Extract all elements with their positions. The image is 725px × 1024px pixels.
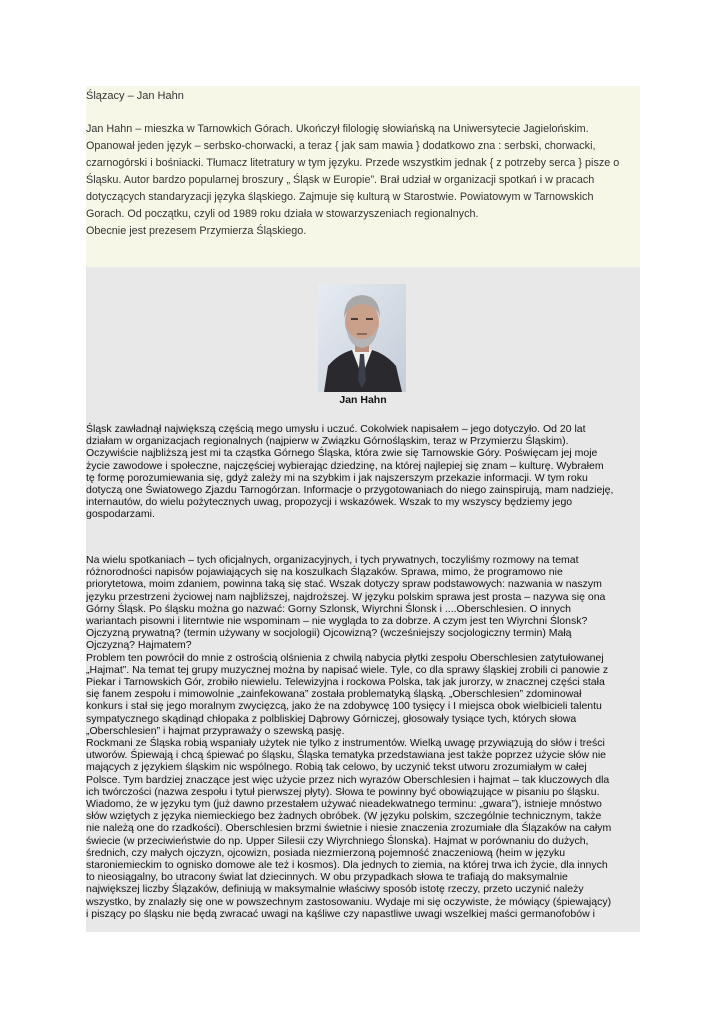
paragraph-2 (86, 554, 638, 920)
text-line: działam w organizacjach regionalnych (najpierw w Związku Górnośląskim, teraz w Przymierzu Śląskim). (86, 435, 569, 448)
text-line: wszystko, by znalazły się one w powszechnym zastosowaniu. Wydaje mi się oczywiste, że mówiący (śpiewający) (86, 895, 612, 908)
text-line: utworów. Śpiewają i chcą śpiewać po śląsku, Śląska tematyka przedstawiana jest także poprzez użycie słów nie (86, 749, 607, 762)
text-line: internautów, do wielu pożytecznych uwag, propozycji i wskazówek. Wszak to my wszyscy będziemy jego (86, 496, 573, 509)
text-line: największej liczby Ślązaków, definiują w maksymalnie właściwy sposób istotę rzeczy, przeto uczynić należy (86, 883, 584, 896)
intro-line: Śląsku. Autor bardzo popularnej broszury „ Śląsk w Europie”. Brał udział w organizacji spotkań i w pracach (86, 174, 595, 186)
intro-paragraph (86, 121, 634, 240)
photo-caption: Jan Hahn (339, 394, 387, 406)
text-line: Ojczyzną? Hajmatem? (86, 639, 192, 652)
intro-line: dotyczących standaryzacji języka śląskiego. Zajmuje się kulturą w Starostwie. Powiatowym w Tarnowskich (86, 191, 594, 203)
text-line: Piekar i Tarnowskich Gór, zrobiło niewielu. Telewizyjna i rockowa Polska, tak jak jurorzy, w znacznej części stała (86, 676, 605, 689)
text-line: Ojczyzną prywatną? (termin używany w socjologii) Ojcowizną? (wcześniejszy socjologiczny termin) Małą (86, 627, 572, 640)
text-line: wariantach pisowni i literntwie nie wspominam – nie wygląda to za dobrze. A czym jest ten Wiyrchni Ślonsk? (86, 615, 588, 628)
text-line: różnorodności napisów pojawiających się na koszulkach Ślązaków. Sprawa, mimo, że programowo nie (86, 566, 563, 579)
text-line: nie należą one do rzadkości). Oberschlesien brzmi świetnie i niesie znaczenia zrozumiałe dla Ślązaków na całym (86, 822, 612, 835)
text-line: priorytetowa, moim zdaniem, powinna taką się stać. Wszak dotyczy spraw podstawowych: nazwania w naszym (86, 578, 602, 591)
text-line: życie zawodowe i społeczne, najczęściej wybierając dziedzinę, na której najlepiej się znam – kulturę. Wybrałem (86, 459, 604, 472)
text-line: konkurs i stał się jego moralnym zwycięzcą, jako że na zdobywcę 100 tysięcy i I miejsca obok wielbicieli talentu (86, 700, 602, 713)
text-line: średnich, czy małych ojczyzn, ojcowizn, posiada niezmierzoną pojemność znaczeniową (heim w języku (86, 846, 566, 859)
intro-line: Jan Hahn – mieszka w Tarnowkich Górach. Ukończył filologię słowiańską na Uniwersytecie Jagielońskim. (86, 123, 589, 135)
text-line: świecie (w przeciwieństwie do np. Upper Silesii czy Wiyrchniego Ślonska). Hajmat w porównaniu do dużych, (86, 834, 589, 847)
intro-line: Opanował jeden język – serbsko-chorwacki, a teraz { jak sam mawia } dodatkowo zna : serbski, chorwacki, (86, 140, 596, 152)
paragraph-1 (86, 423, 638, 521)
text-line: mających z językiem śląskim nic wspólnego. Robią tak celowo, by uczynić tekst utworu zrozumiałym w całej (86, 761, 587, 774)
document-title: Ślązacy – Jan Hahn (86, 90, 184, 102)
text-line: staroniemieckim to ognisko domowe ale też i kosmos). Dla jednych to ziemia, na której trwa ich życie, dla innych (86, 859, 608, 872)
text-line: ich twórczości (nazwa zespołu i tytuł pierwszej płyty). Słowa te powinny być obowiązujące w pisaniu po śląsku. (86, 785, 600, 798)
text-line: Oczywiście najbliższą jest mi ta cząstka Górnego Śląska, która zwie się Tarnowskie Góry. Poświęcam jej moje (86, 447, 598, 460)
text-line: języku przestrzeni życiowej nam najbliższej, najdroższej. W języku polskim sprawa jest prosta – nazywa się ona (86, 590, 606, 603)
text-line: „Oberschlesien” i hajmat przypraważy o szewską pasję. (86, 724, 345, 737)
text-line: Górny Śląsk. Po śląsku można go nazwać: Gorny Szlonsk, Wiyrchni Ślonsk i ....Oberschlesien. O innych (86, 602, 571, 615)
text-line: Wiadomo, że w języku tym (już dawno przestałem używać nieadekwatnego terminu: „gwara”), istnieje mnóstwo (86, 798, 602, 811)
text-line: sympatycznego skądinąd chłopaka z polbliskiej Dąbrowy Górniczej, głosowały tysiące tych, których słowa (86, 712, 577, 725)
text-line: Śląsk zawładnął największą częścią mego umysłu i uczuć. Cokolwiek napisałem – jego dotyczyło. Od 20 lat (86, 423, 586, 435)
intro-line: czarnogórski i bośniacki. Tłumacz litetratury w tym języku. Przede wszystkim jednak { z potrzeby serca } pisze o (86, 157, 620, 169)
text-line: i piszący po śląsku nie będą zwracać uwagi na kąśliwe czy napastliwe uwagi wszelkiej maści germanofobów i (86, 907, 595, 920)
intro-line: Obecnie jest prezesem Przymierza Śląskiego. (86, 225, 307, 237)
text-line: tę formę porozumiewania się, gdyż zależy mi na szybkim i jak najszerszym przekazie informacji. W tym roku (86, 471, 588, 484)
text-line: Problem ten powrócił do mnie z ostrością olśnienia z chwilą nabycia płytki zespołu Oberschlesien zatytułowanej (86, 651, 604, 664)
text-line: Na wielu spotkaniach – tych oficjalnych, organizacyjnych, i tych prywatnych, toczyliśmy rozmowy na temat (86, 554, 579, 566)
text-line: słów wziętych z języka niemieckiego bez żadnych obróbek. (W języku polskim, szczególnie technicznym, także (86, 810, 602, 823)
intro-line: Gorach. Od początku, czyli od 1989 roku działa w stowarzyszeniach regionalnych. (86, 208, 479, 220)
text-line: dotyczą one Światowego Zjazdu Tarnogórzan. Informacje o przygotowaniach do niego zainspirują, mam nadzieję, (86, 484, 614, 497)
portrait-photo-icon (318, 284, 406, 392)
text-line: Rockmani ze Śląska robią wspaniały użytek nie tylko z instrumentów. Wielką uwagę przywiązują do słów i treści (86, 737, 605, 750)
text-line: się fanem zespołu i mimowolnie „zainfekowana” została problematyką śląską. „Oberschlesien” zdominował (86, 688, 582, 701)
text-line: Polsce. Tym bardziej znaczące jest więc użycie przez nich wyrazów Oberschlesien i hajmat – tak kluczowych dla (86, 773, 610, 786)
text-line: „Hajmat”. Na temat tej grupy muzycznej można by napisać wiele. Tyle, co dla sprawy śląskiej zrobili ci panowie z (86, 663, 609, 676)
portrait-photo (318, 284, 406, 392)
text-line: gospodarzami. (86, 508, 155, 521)
text-line: to nieosiągalny, bo utracony świat lat dziecinnych. W obu przypadkach słowa te trafiają do maksymalnie (86, 871, 568, 884)
